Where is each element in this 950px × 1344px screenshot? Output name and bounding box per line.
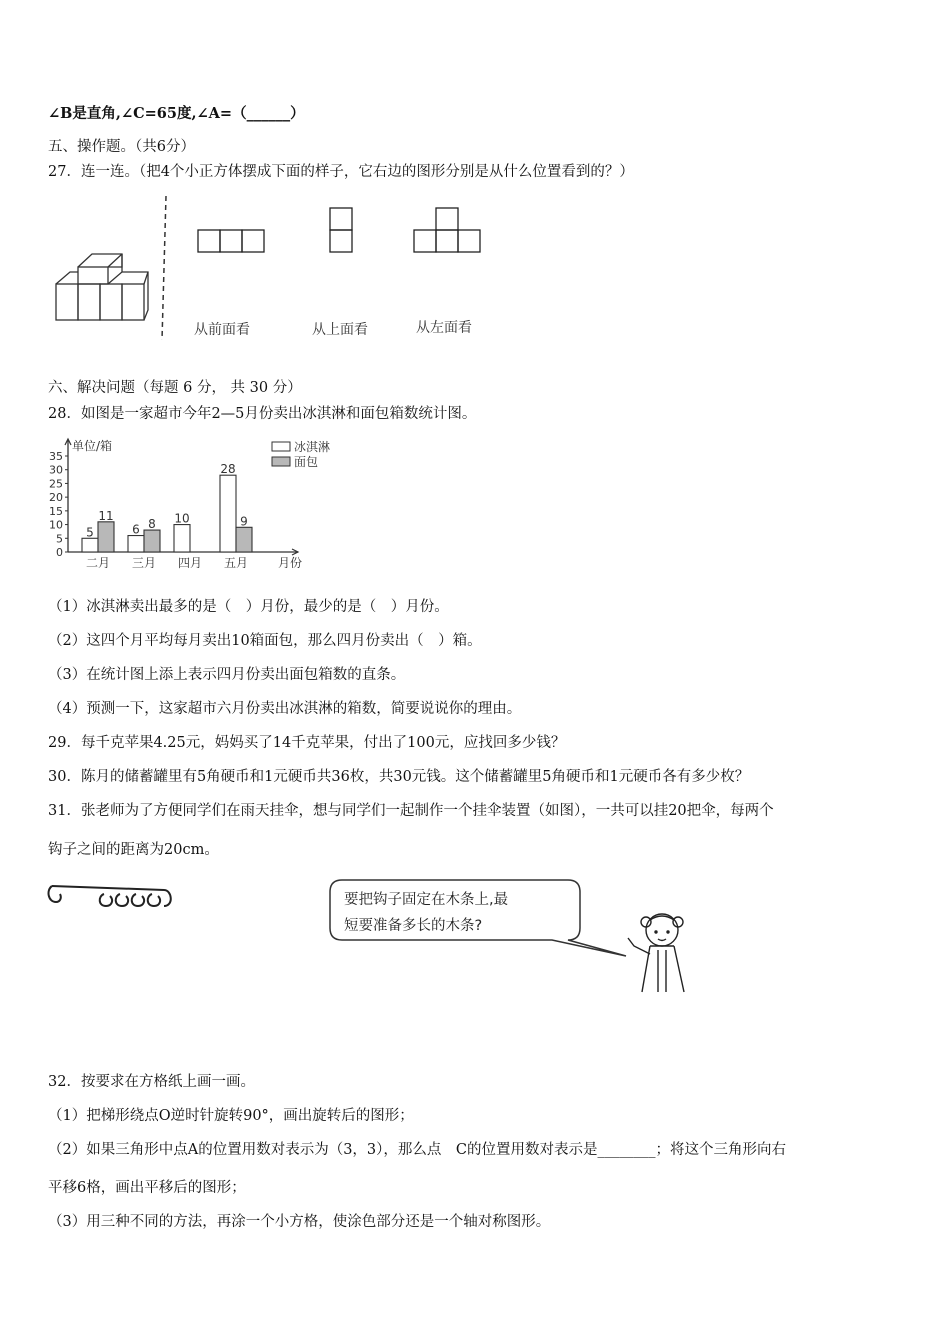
question-32-2-line-2: 平移6格，画出平移后的图形； [48, 1180, 246, 1196]
speech-line-1: 要把钩子固定在木条上,最 [344, 892, 509, 908]
bar [144, 530, 160, 552]
bar [128, 536, 144, 552]
umbrella-hook-figure [44, 872, 704, 1002]
left-view-label: 从左面看 [416, 320, 472, 336]
data-label: 28 [220, 462, 236, 477]
front-view-label: 从前面看 [194, 322, 250, 338]
bar [82, 538, 98, 552]
x-axis-label: 月份 [277, 556, 303, 570]
y-tick-label: 5 [56, 532, 63, 546]
legend-label: 面包 [294, 455, 319, 469]
y-tick-label: 0 [56, 546, 63, 559]
question-28-1: （1）冰淇淋卖出最多的是（ ）月份，最少的是（ ）月份。 [48, 599, 449, 615]
x-tick-label: 四月 [177, 556, 203, 570]
y-tick-label: 10 [49, 518, 63, 532]
data-label: 5 [86, 525, 94, 540]
bar [220, 475, 236, 552]
question-32: 32．按要求在方格纸上画一画。 [48, 1074, 255, 1090]
section-5-heading: 五、操作题。（共6分） [48, 139, 195, 155]
question-31-line-1: 31．张老师为了方便同学们在雨天挂伞，想与同学们一起制作一个挂伞装置（如图），一共可以挂20把伞，每两个 [48, 803, 774, 819]
question-28-3: （3）在统计图上添上表示四月份卖出面包箱数的直条。 [48, 667, 406, 683]
data-label: 11 [98, 508, 114, 523]
question-32-2-line-1: （2）如果三角形中点A的位置用数对表示为（3，3），那么点 C的位置用数对表示是________；将这个三角形向右 [48, 1142, 786, 1158]
data-label: 9 [240, 514, 248, 529]
y-tick-label: 35 [49, 450, 63, 463]
bar-chart [48, 434, 348, 576]
question-28: 28．如图是一家超市今年2—5月份卖出冰淇淋和面包箱数统计图。 [48, 406, 477, 422]
cube-views-figure [48, 192, 508, 344]
x-tick-label: 三月 [131, 556, 157, 570]
question-32-1: （1）把梯形绕点O逆时针旋转90°，画出旋转后的图形； [48, 1108, 414, 1124]
question-28-2: （2）这四个月平均每月卖出10箱面包，那么四月份卖出（ ）箱。 [48, 633, 482, 649]
bar [236, 527, 252, 552]
data-label: 6 [132, 522, 140, 537]
dashed-separator [162, 196, 166, 340]
y-tick-label: 25 [49, 477, 63, 491]
y-tick-label: 15 [49, 504, 63, 518]
question-27: 27．连一连。（把4个小正方体摆成下面的样子，它右边的图形分别是从什么位置看到的？） [48, 164, 634, 180]
section-6-heading: 六、解决问题（每题 6 分， 共 30 分） [48, 380, 302, 396]
legend-swatch [272, 442, 290, 451]
angle-question-line: ∠B是直角,∠C=65度,∠A=（______） [48, 105, 305, 122]
front-view-shape [198, 230, 264, 252]
question-32-3: （3）用三种不同的方法，再涂一个小方格，使涂色部分还是一个轴对称图形。 [48, 1214, 551, 1230]
data-label: 8 [148, 517, 156, 532]
top-view-label: 从上面看 [312, 322, 368, 338]
question-28-4: （4）预测一下，这家超市六月份卖出冰淇淋的箱数，简要说说你的理由。 [48, 701, 522, 717]
bar [98, 522, 114, 552]
left-view-shape [414, 208, 480, 252]
speech-line-2: 短要准备多长的木条? [344, 918, 483, 934]
question-29: 29．每千克苹果4.25元，妈妈买了14千克苹果，付出了100元，应找回多少钱？ [48, 735, 566, 751]
legend-label: 冰淇淋 [294, 440, 331, 454]
legend-swatch [272, 457, 290, 466]
hook-bar-drawing [49, 886, 171, 906]
y-unit-label: 单位/箱 [72, 439, 113, 453]
y-tick-label: 20 [49, 491, 63, 505]
top-view-shape [330, 208, 352, 252]
bar [174, 525, 190, 552]
cube-stack-drawing [56, 254, 148, 320]
y-tick-label: 30 [49, 463, 63, 477]
girl-illustration [628, 914, 684, 992]
question-30: 30．陈月的储蓄罐里有5角硬币和1元硬币共36枚，共30元钱。这个储蓄罐里5角硬币和1元硬币各有多少枚？ [48, 769, 750, 785]
x-tick-label: 五月 [223, 556, 249, 570]
data-label: 10 [174, 511, 190, 526]
x-tick-label: 二月 [85, 556, 111, 570]
question-31-line-2: 钩子之间的距离为20cm。 [48, 842, 219, 858]
